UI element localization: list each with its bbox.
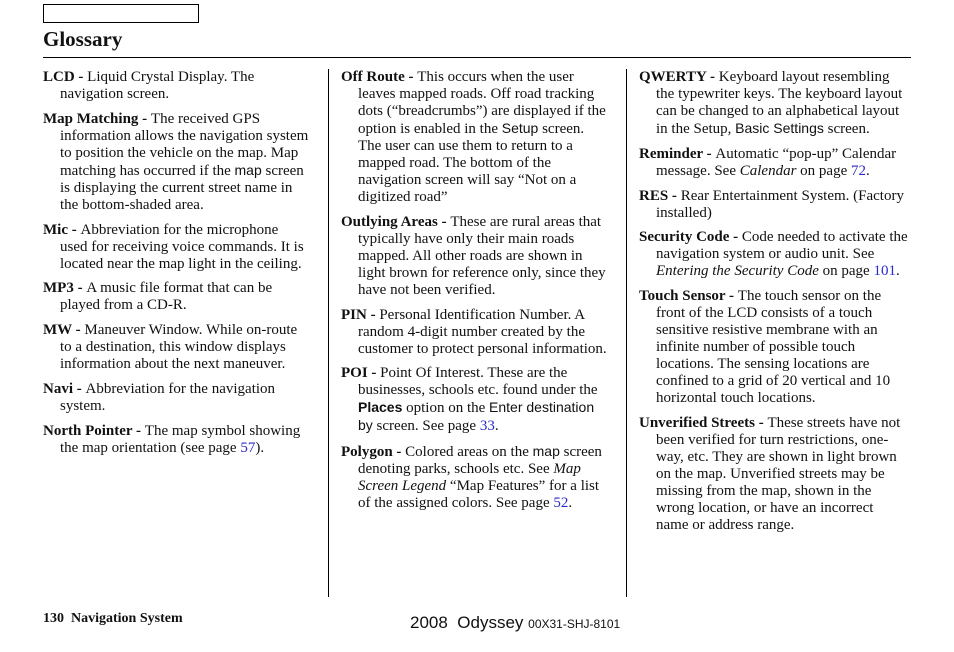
section-name: Navigation System xyxy=(71,611,183,626)
definition-text: screen. The user can use them to return to a mapped road. The bottom of the navigation screen will say “Not on a digitized road” xyxy=(358,121,585,205)
definition-text: Maneuver Window. While on-route to a destination, this window displays information about the next maneuver. xyxy=(60,322,298,373)
glossary-entry xyxy=(43,423,309,457)
definition-text: Calendar xyxy=(739,162,797,179)
definition-text: on page xyxy=(818,263,874,280)
definition-text: Map Screen Legend xyxy=(358,461,581,495)
glossary-term: Polygon - xyxy=(341,444,406,461)
definition-text: Places xyxy=(358,399,403,416)
definition-text: map xyxy=(234,161,262,178)
definition-text: screen denoting parks, schools etc. See xyxy=(358,444,602,478)
definition-text: Point Of Interest. These are the businesses, schools etc. found under the xyxy=(358,365,598,399)
glossary-term: QWERTY - xyxy=(639,69,719,85)
definition-text: Liquid Crystal Display. The navigation screen. xyxy=(60,69,255,102)
glossary-entry xyxy=(341,214,609,299)
glossary-term: Navi - xyxy=(43,380,86,397)
glossary-term: POI - xyxy=(341,365,381,382)
glossary-term: RES - xyxy=(639,187,681,204)
definition-text: . xyxy=(895,263,900,280)
glossary-column-3 xyxy=(639,69,909,542)
glossary-entry xyxy=(43,322,309,373)
glossary-term: MW - xyxy=(43,322,85,339)
glossary-entry xyxy=(639,188,909,222)
glossary-term: North Pointer - xyxy=(43,422,145,439)
glossary-entry xyxy=(341,307,609,358)
glossary-entry xyxy=(639,288,909,407)
definition-text: . xyxy=(865,162,870,179)
definition-text: Basic Settings xyxy=(735,120,824,136)
glossary-term: Unverified Streets - xyxy=(639,414,768,431)
document-code: 00X31-SHJ-8101 xyxy=(528,617,621,631)
definition-text: . xyxy=(568,495,573,512)
definition-text: Enter destination by xyxy=(358,399,595,434)
glossary-entry xyxy=(639,69,909,138)
glossary-term: Mic - xyxy=(43,221,81,238)
glossary-entry xyxy=(639,229,909,280)
glossary-entry xyxy=(341,443,609,512)
page-number: 130 xyxy=(43,611,64,626)
glossary-entry xyxy=(639,415,909,534)
definition-text: map xyxy=(532,443,560,460)
definition-text: option on the xyxy=(402,400,490,417)
page-reference-link[interactable]: 72 xyxy=(850,162,866,179)
definition-text: This occurs when the user leaves mapped roads. Off road tracking dots (“breadcrumbs”) are displayed if the option is enabled in the xyxy=(358,69,606,137)
page-reference-link[interactable]: 52 xyxy=(553,495,569,512)
glossary-entry xyxy=(341,69,609,206)
column-divider-2 xyxy=(626,69,627,597)
definition-text: “Map Features” for a list of the assigned colors. See page xyxy=(358,478,600,512)
glossary-term: MP3 - xyxy=(43,280,87,297)
definition-text: on page xyxy=(796,162,851,179)
glossary-column-2 xyxy=(341,69,609,520)
title-rule xyxy=(43,57,911,58)
column-divider-1 xyxy=(328,69,329,597)
footer-page-info xyxy=(43,611,183,627)
definition-text: Setup xyxy=(501,120,539,136)
page-reference-link[interactable]: 57 xyxy=(240,439,256,456)
definition-text: screen is displaying the current street name in the bottom-shaded area. xyxy=(60,162,304,213)
glossary-term: LCD - xyxy=(43,69,88,85)
glossary-term: Reminder - xyxy=(639,145,716,162)
definition-text: The touch sensor on the front of the LCD consists of a touch sensitive resistive membrane with an infinite number of possible touch locations. The sensing locations are confined to a grid of 20 vertical and 10 horizontal touch locations. xyxy=(656,288,891,407)
page-reference-link[interactable]: 101 xyxy=(873,263,896,280)
glossary-term: Map Matching - xyxy=(43,110,151,127)
page-title: Glossary xyxy=(43,27,123,51)
glossary-entry xyxy=(43,222,309,273)
glossary-entry xyxy=(43,280,309,314)
footer-model xyxy=(410,613,620,633)
definition-text: screen. xyxy=(823,121,870,137)
definition-text: Abbreviation for the microphone used for receiving voice commands. It is located near the map light in the ceiling. xyxy=(60,221,304,272)
definition-text: A music file format that can be played from a CD-R. xyxy=(60,280,273,314)
header-tab-box xyxy=(43,4,199,23)
definition-text: Rear Entertainment System. (Factory installed) xyxy=(656,187,904,221)
page-reference-link[interactable]: 33 xyxy=(479,418,495,435)
glossary-term: Touch Sensor - xyxy=(639,288,738,305)
glossary-entry xyxy=(43,111,309,214)
definition-text: . xyxy=(494,418,499,435)
definition-text: Code needed to activate the navigation system or audio unit. See xyxy=(656,229,908,263)
definition-text: Personal Identification Number. A random 4-digit number created by the customer to protect personal information. xyxy=(358,306,607,357)
glossary-entry xyxy=(43,69,309,103)
glossary-term: Security Code - xyxy=(639,229,742,246)
glossary-entry xyxy=(341,365,609,435)
glossary-entry xyxy=(43,381,309,415)
definition-text: Colored areas on the xyxy=(405,444,533,461)
glossary-term: Outlying Areas - xyxy=(341,213,451,230)
definition-text: Automatic “pop-up” Calendar message. See xyxy=(656,145,897,179)
model-name: 2008 Odyssey xyxy=(410,613,524,632)
definition-text: Keyboard layout resembling the typewriter keys. The keyboard layout can be changed to an alphabetical layout in the Setup, xyxy=(656,69,903,137)
definition-text: These streets have not been verified for turn restrictions, one-way, etc. They are shown in light brown on the map. Unverified streets may be missing from the map, shown in the wrong location, or have an incorrect name or address range. xyxy=(656,414,901,533)
glossary-column-1 xyxy=(43,69,309,465)
definition-text: Entering the Security Code xyxy=(656,263,819,280)
definition-text: screen. See page xyxy=(372,418,480,435)
glossary-entry xyxy=(639,146,909,180)
definition-text: ). xyxy=(255,439,265,456)
glossary-term: PIN - xyxy=(341,306,380,323)
glossary-term: Off Route - xyxy=(341,69,418,85)
definition-text: The map symbol showing the map orientation (see page xyxy=(60,422,301,456)
definition-text: These are rural areas that typically have only their main roads mapped. All other roads are shown in light brown for reference only, since they have not been verified. xyxy=(358,213,606,298)
definition-text: The received GPS information allows the navigation system to position the vehicle on the map. Map matching has occurred if the xyxy=(60,110,309,179)
definition-text: Abbreviation for the navigation system. xyxy=(60,380,276,414)
